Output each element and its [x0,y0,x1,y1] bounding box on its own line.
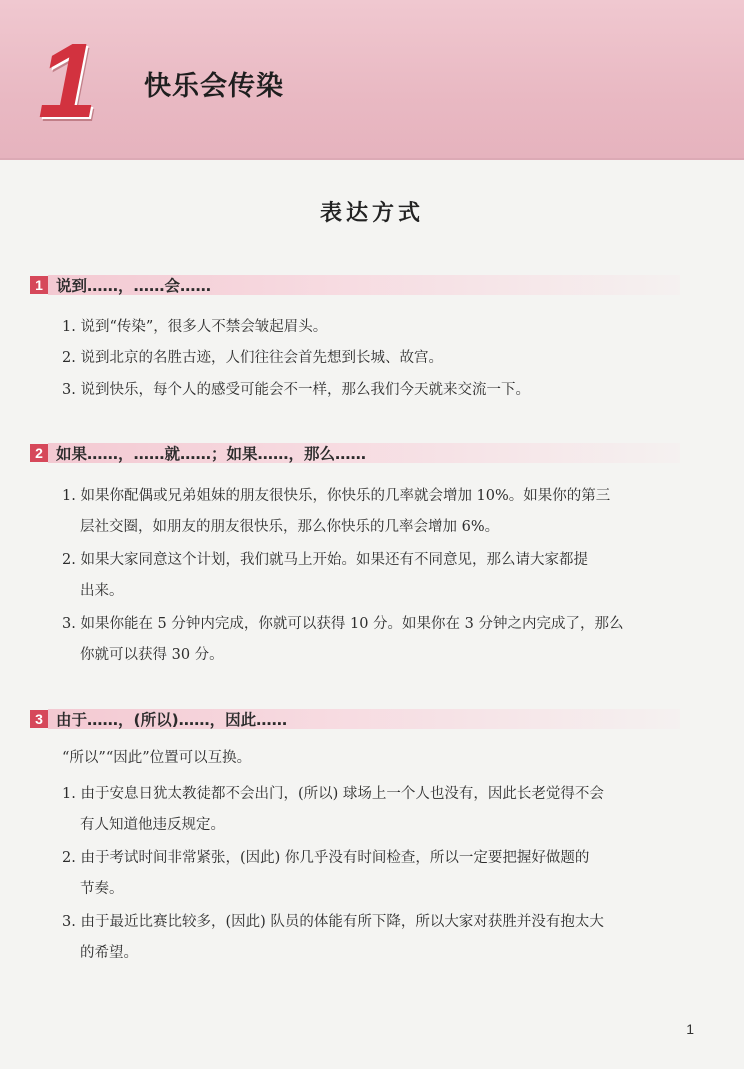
page-number: 1 [686,1021,694,1037]
example-line: 你就可以获得 30 分。 [80,647,224,663]
example-line: 节奏。 [80,881,124,897]
example-line: 层社交圈，如朋友的朋友很快乐，那么你快乐的几率会增加 6%。 [80,519,500,535]
example-line: 出来。 [80,583,124,599]
section-heading: 表达方式 [319,200,424,226]
example-line: 3. 由于最近比赛比较多，(因此) 队员的体能有所下降，所以大家对获胜并没有抱太大 [62,914,604,930]
chapter-number: 1 [38,22,95,140]
pattern-title: 由于……，(所以)……，因此…… [48,709,680,729]
example-line: 2. 由于考试时间非常紧张，(因此) 你几乎没有时间检查，所以一定要把握好做题的 [62,850,590,866]
example-line: 2. 说到北京的名胜古迹，人们往往会首先想到长城、故宫。 [62,350,443,366]
pattern-number-badge: 2 [30,444,48,462]
pattern-note: “所以”“因此”位置可以互换。 [62,750,252,766]
example-line: 1. 如果你配偶或兄弟姐妹的朋友很快乐，你快乐的几率就会增加 10%。如果你的第三 [62,488,611,504]
example-line: 2. 如果大家同意这个计划，我们就马上开始。如果还有不同意见，那么请大家都提 [62,552,588,568]
example-line: 3. 说到快乐，每个人的感受可能会不一样，那么我们今天就来交流一下。 [62,382,530,398]
example-line: 的希望。 [80,945,138,961]
chapter-banner [0,0,744,160]
chapter-title: 快乐会传染 [144,71,284,102]
pattern-header-1 [30,272,680,298]
example-line: 1. 由于安息日犹太教徒都不会出门，(所以) 球场上一个人也没有，因此长老觉得不会 [62,786,604,802]
pattern-title: 说到……，……会…… [48,275,680,295]
pattern-header-2 [30,440,680,466]
example-line: 有人知道他违反规定。 [80,817,225,833]
pattern-number-badge: 1 [30,276,48,294]
pattern-number-badge: 3 [30,710,48,728]
example-line: 3. 如果你能在 5 分钟内完成，你就可以获得 10 分。如果你在 3 分钟之内完成了，那么 [62,616,624,632]
pattern-header-3 [30,706,680,732]
example-line: 1. 说到“传染”，很多人不禁会皱起眉头。 [62,319,328,335]
pattern-title: 如果……，……就……；如果……，那么…… [48,443,680,463]
